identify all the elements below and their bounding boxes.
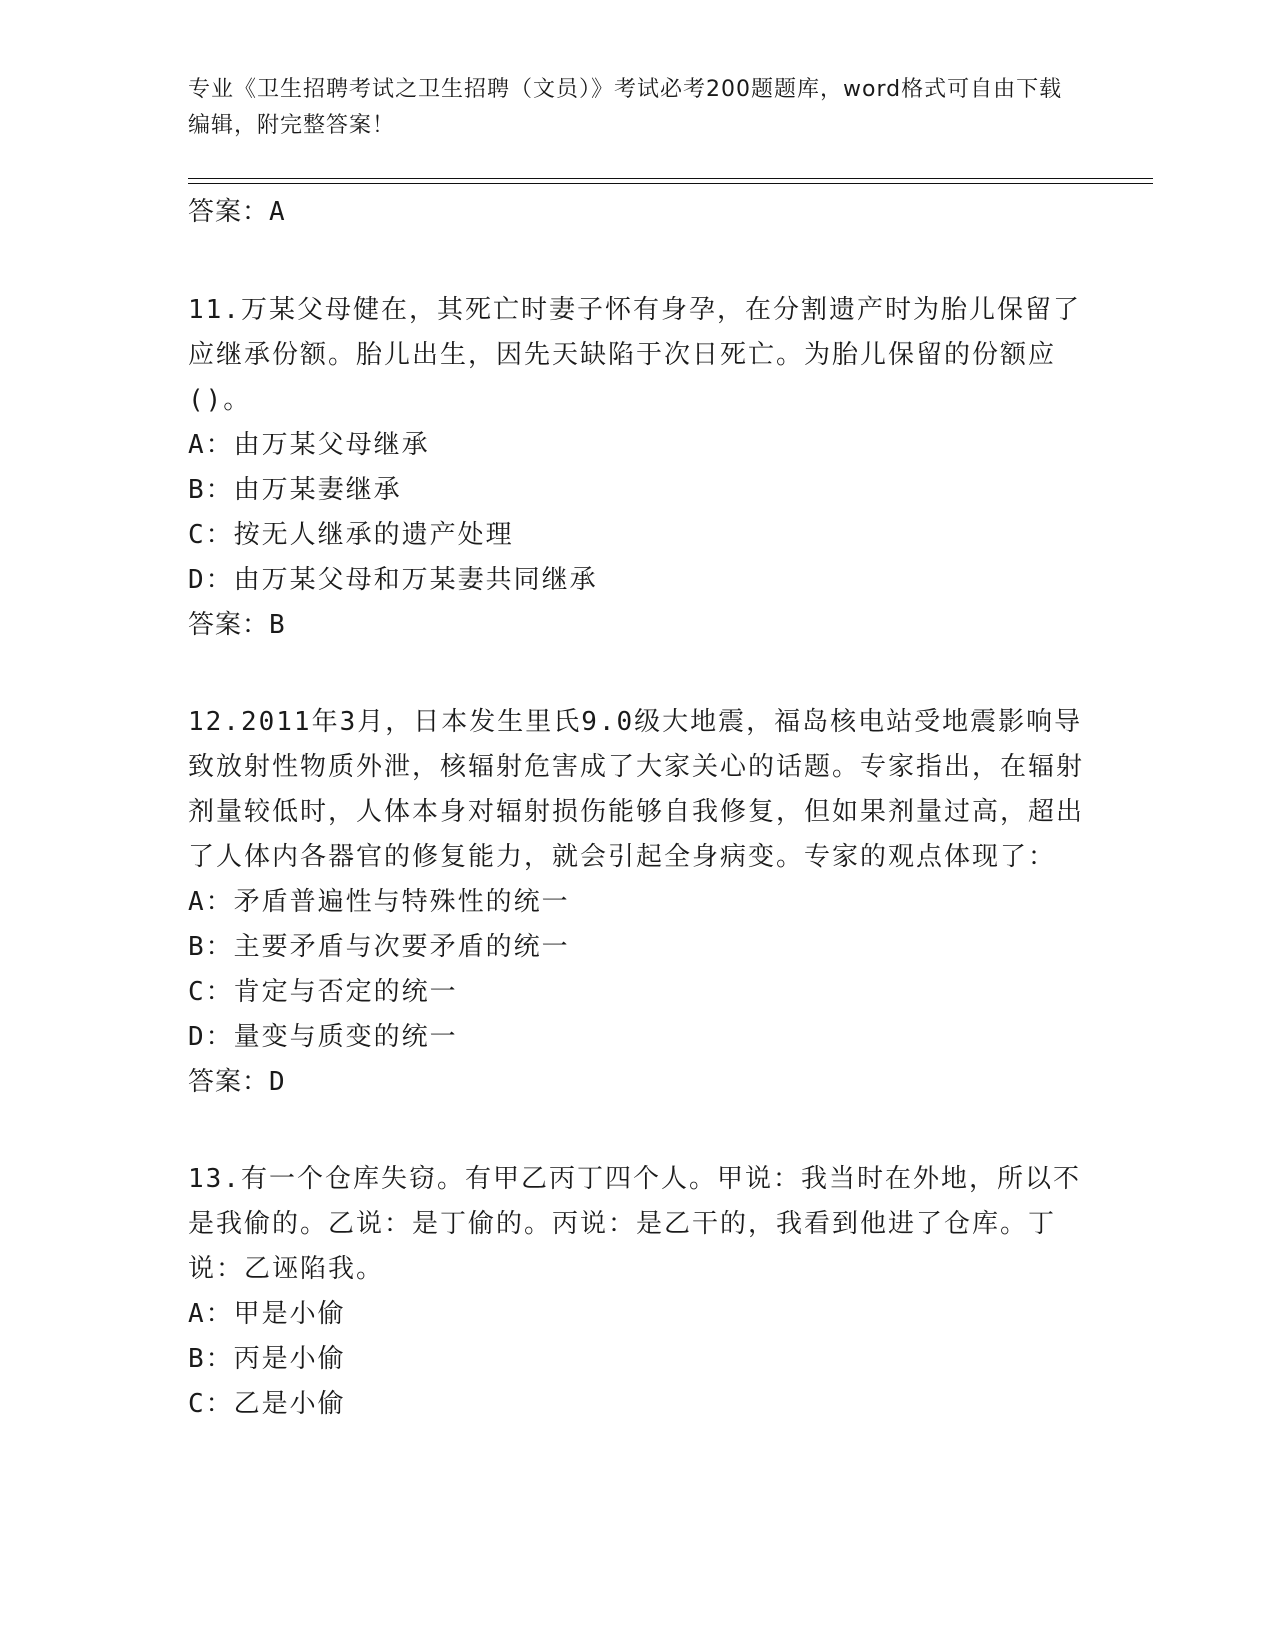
option-d: D：由万某父母和万某妻共同继承 [188,565,598,595]
option-c: C：按无人继承的遗产处理 [188,520,514,550]
option-a: A：矛盾普遍性与特殊性的统一 [188,887,570,917]
option-c: C：乙是小偷 [188,1389,346,1419]
header-rule-top [188,178,1153,179]
option-a: A：由万某父母继承 [188,430,430,460]
question-stem: 12.2011年3月，日本发生里氏9.0级大地震，福岛核电站受地震影响导致放射性物质外泄，核辐射危害成了大家关心的话题。专家指出，在辐射剂量较低时，人体本身对辐射损伤能够自我修复，但如果剂量过高，超出了人体内各器官的修复能力，就会引起全身病变。专家的观点体现了： [188,707,1085,872]
answer-line: 答案：A [188,197,286,227]
option-c: C：肯定与否定的统一 [188,977,458,1007]
question-stem: 13.有一个仓库失窃。有甲乙丙丁四个人。甲说：我当时在外地，所以不是我偷的。乙说：是丁偷的。丙说：是乙干的，我看到他进了仓库。丁说：乙诬陷我。 [188,1164,1081,1284]
option-a: A：甲是小偷 [188,1299,346,1329]
question-block [188,1157,1088,1427]
header-rule-bottom [188,183,1153,184]
answer-line: 答案：D [188,1067,286,1097]
question-block [188,288,1088,647]
question-block [188,700,1088,1104]
option-d: D：量变与质变的统一 [188,1022,458,1052]
option-b: B：由万某妻继承 [188,475,402,505]
document-body [188,190,1088,1427]
question-stem: 11.万某父母健在，其死亡时妻子怀有身孕，在分割遗产时为胎儿保留了应继承份额。胎儿出生，因先天缺陷于次日死亡。为胎儿保留的份额应()。 [188,295,1081,415]
document-header: 专业《卫生招聘考试之卫生招聘（文员）》考试必考200题题库，word格式可自由下载编辑，附完整答案！ [188,77,1063,138]
option-b: B：主要矛盾与次要矛盾的统一 [188,932,570,962]
answer-line: 答案：B [188,610,286,640]
option-b: B：丙是小偷 [188,1344,346,1374]
